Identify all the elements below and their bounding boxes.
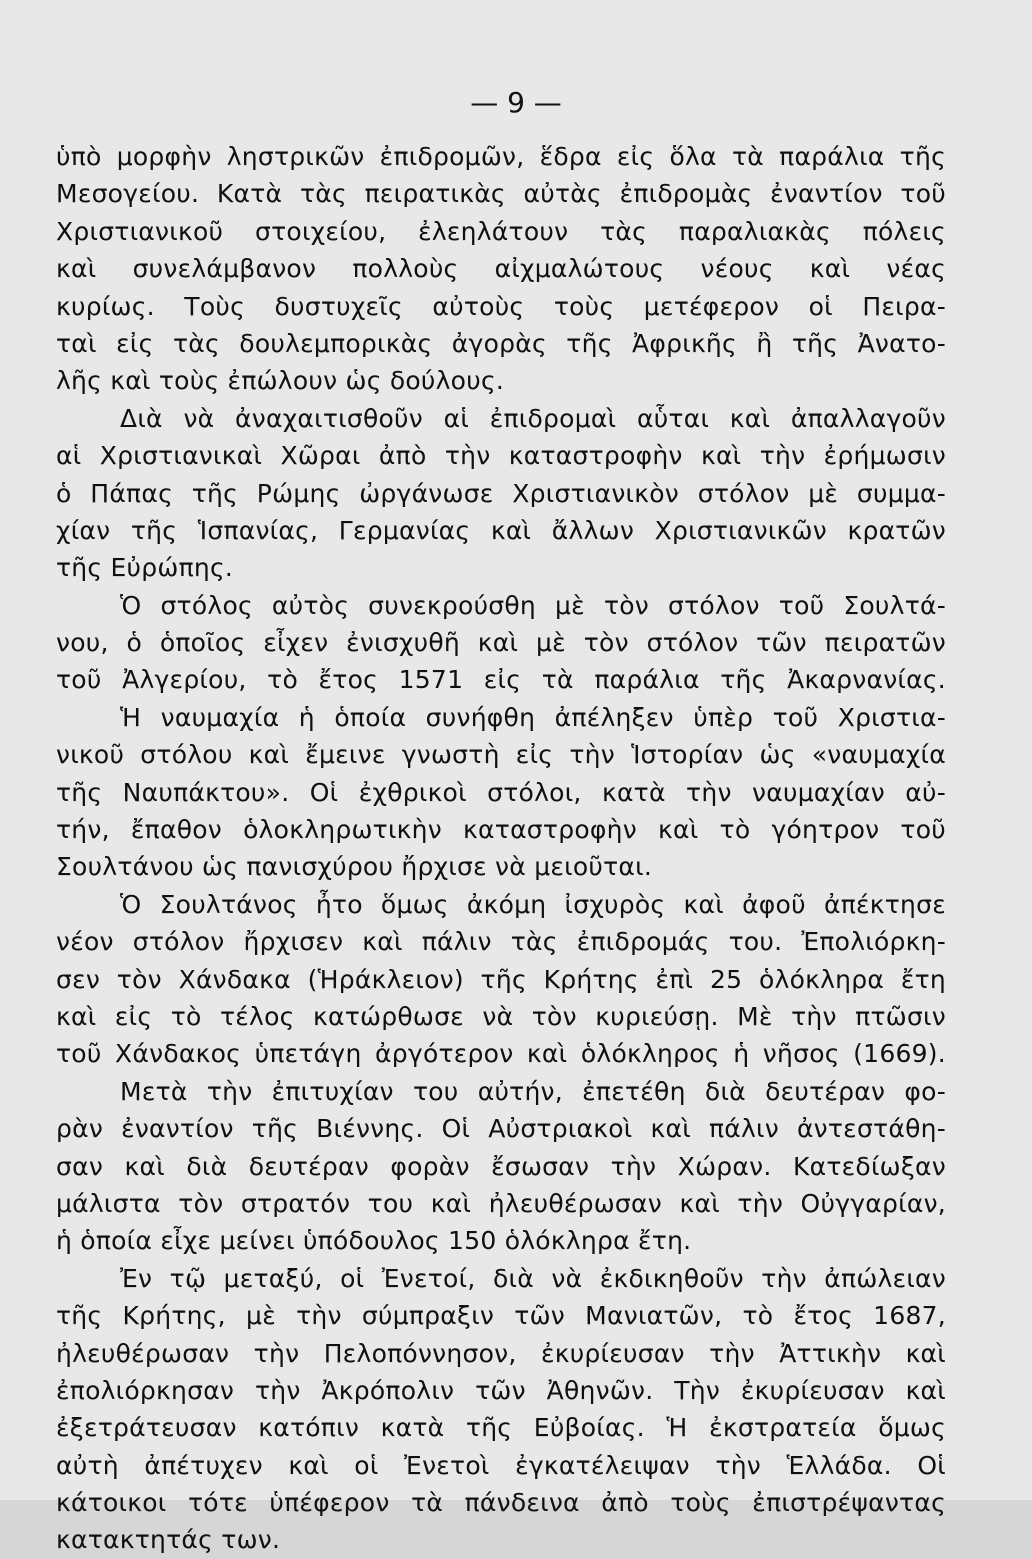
text-line: λῆς καὶ τοὺς ἐπώλουν ὡς δούλους.	[56, 366, 505, 396]
paragraph-first-line: Ἡ ναυμαχία ἡ ὁποία συνήφθη ἀπέληξεν ὑπὲρ τοῦ Χριστια-	[120, 702, 946, 732]
text-line: τοῦ Χάνδακος ὑπετάγη ἀργότερον καὶ ὁλόκληρος ἡ νῆσος (1669).	[56, 1039, 946, 1069]
text-line: αὐτὴ ἀπέτυχεν καὶ οἱ Ἐνετοὶ ἐγκατέλειψαν τὴν Ἑλλάδα. Οἱ	[56, 1450, 946, 1480]
text-line: αἱ Χριστιανικαὶ Χῶραι ἀπὸ τὴν καταστροφὴν καὶ τὴν ἐρήμωσιν	[56, 441, 946, 471]
text-line: χίαν τῆς Ἱσπανίας, Γερμανίας καὶ ἄλλων Χριστιανικῶν κρατῶν	[56, 515, 946, 545]
text-line: νου, ὁ ὁποῖος εἶχεν ἐνισχυθῆ καὶ μὲ τὸν στόλον τῶν πειρατῶν	[56, 628, 946, 658]
text-line: κυρίως. Τοὺς δυστυχεῖς αὐτοὺς τοὺς μετέφερον οἱ Πειρα-	[56, 291, 946, 321]
text-line: ἐπολιόρκησαν τὴν Ἀκρόπολιν τῶν Ἀθηνῶν. Τὴν ἐκυρίευσαν καὶ	[56, 1375, 946, 1405]
text-line: σεν τὸν Χάνδακα (Ἡράκλειον) τῆς Κρήτης ἐπὶ 25 ὁλόκληρα ἔτη	[56, 964, 946, 994]
paragraph-first-line: Ὁ Σουλτάνος ἦτο ὅμως ἀκόμη ἰσχυρὸς καὶ ἀφοῦ ἀπέκτησε	[120, 889, 946, 919]
text-line: ρὰν ἐναντίον τῆς Βιέννης. Οἱ Αὐστριακοὶ καὶ πάλιν ἀντεστάθη-	[56, 1114, 946, 1144]
text-line: νικοῦ στόλου καὶ ἔμεινε γνωστὴ εἰς τὴν Ἱστορίαν ὡς «ναυμαχία	[56, 740, 946, 770]
paragraph-first-line: Διὰ νὰ ἀναχαιτισθοῦν αἱ ἐπιδρομαὶ αὗται καὶ ἀπαλλαγοῦν	[120, 403, 946, 433]
paragraph-first-line: Ἐν τῷ μεταξύ, οἱ Ἐνετοί, διὰ νὰ ἐκδικηθοῦν τὴν ἀπώλειαν	[120, 1263, 946, 1293]
text-line: κάτοικοι τότε ὑπέφερον τὰ πάνδεινα ἀπὸ τοὺς ἐπιστρέψαντας	[56, 1488, 946, 1518]
text-line: Χριστιανικοῦ στοιχείου, ἐλεηλάτουν τὰς παραλιακὰς πόλεις	[56, 216, 946, 246]
text-line: Μεσογείου. Κατὰ τὰς πειρατικὰς αὐτὰς ἐπιδρομὰς ἐναντίον τοῦ	[56, 179, 946, 209]
text-line: σαν καὶ διὰ δευτέραν φορὰν ἔσωσαν τὴν Χώραν. Κατεδίωξαν	[56, 1151, 946, 1181]
text-line: νέον στόλον ἤρχισεν καὶ πάλιν τὰς ἐπιδρομάς του. Ἐπολιόρκη-	[56, 927, 946, 957]
text-line: τήν, ἔπαθον ὁλοκληρωτικὴν καταστροφὴν καὶ τὸ γόητρον τοῦ	[56, 815, 946, 845]
text-line: ἠλευθέρωσαν τὴν Πελοπόννησον, ἐκυρίευσαν τὴν Ἀττικὴν καὶ	[56, 1338, 946, 1368]
text-line: καὶ εἰς τὸ τέλος κατώρθωσε νὰ τὸν κυριεύσῃ. Μὲ τὴν πτῶσιν	[56, 1001, 946, 1031]
text-line: κατακτητάς των.	[56, 1525, 281, 1555]
text-line: ταὶ εἰς τὰς δουλεμπορικὰς ἀγορὰς τῆς Ἀφρικῆς ἢ τῆς Ἀνατο-	[56, 328, 946, 358]
text-line: τῆς Εὐρώπης.	[56, 553, 234, 583]
page-number: — 9 —	[470, 86, 562, 119]
text-line: τοῦ Ἀλγερίου, τὸ ἔτος 1571 εἰς τὰ παράλια τῆς Ἀκαρνανίας.	[56, 665, 946, 695]
paragraph-first-line: Ὁ στόλος αὐτὸς συνεκρούσθη μὲ τὸν στόλον τοῦ Σουλτά-	[120, 590, 946, 620]
text-line: ὁ Πάπας τῆς Ρώμης ὠργάνωσε Χριστιανικὸν στόλον μὲ συμμα-	[56, 478, 946, 508]
text-line: ὑπὸ μορφὴν ληστρικῶν ἐπιδρομῶν, ἕδρα εἰς ὅλα τὰ παράλια τῆς	[56, 142, 946, 171]
text-line: τῆς Κρήτης, μὲ τὴν σύμπραξιν τῶν Μανιατῶν, τὸ ἔτος 1687,	[56, 1301, 946, 1331]
paragraph-first-line: Μετὰ τὴν ἐπιτυχίαν του αὐτήν, ἐπετέθη διὰ δευτέραν φο-	[120, 1076, 946, 1106]
text-line: ἡ ὁποία εἶχε μείνει ὑπόδουλος 150 ὁλόκληρα ἔτη.	[56, 1226, 692, 1256]
text-line: ἐξετράτευσαν κατόπιν κατὰ τῆς Εὐβοίας. Ἡ ἐκστρατεία ὅμως	[56, 1413, 946, 1443]
text-line: καὶ συνελάμβανον πολλοὺς αἰχμαλώτους νέους καὶ νέας	[56, 254, 946, 284]
text-line: Σουλτάνου ὡς πανισχύρου ἤρχισε νὰ μειοῦται.	[56, 852, 653, 882]
body-text	[56, 138, 946, 1559]
text-line: τῆς Ναυπάκτου». Οἱ ἐχθρικοὶ στόλοι, κατὰ τὴν ναυμαχίαν αὐ-	[56, 777, 946, 807]
text-line: μάλιστα τὸν στρατόν του καὶ ἠλευθέρωσαν καὶ τὴν Οὐγγαρίαν,	[56, 1188, 946, 1218]
